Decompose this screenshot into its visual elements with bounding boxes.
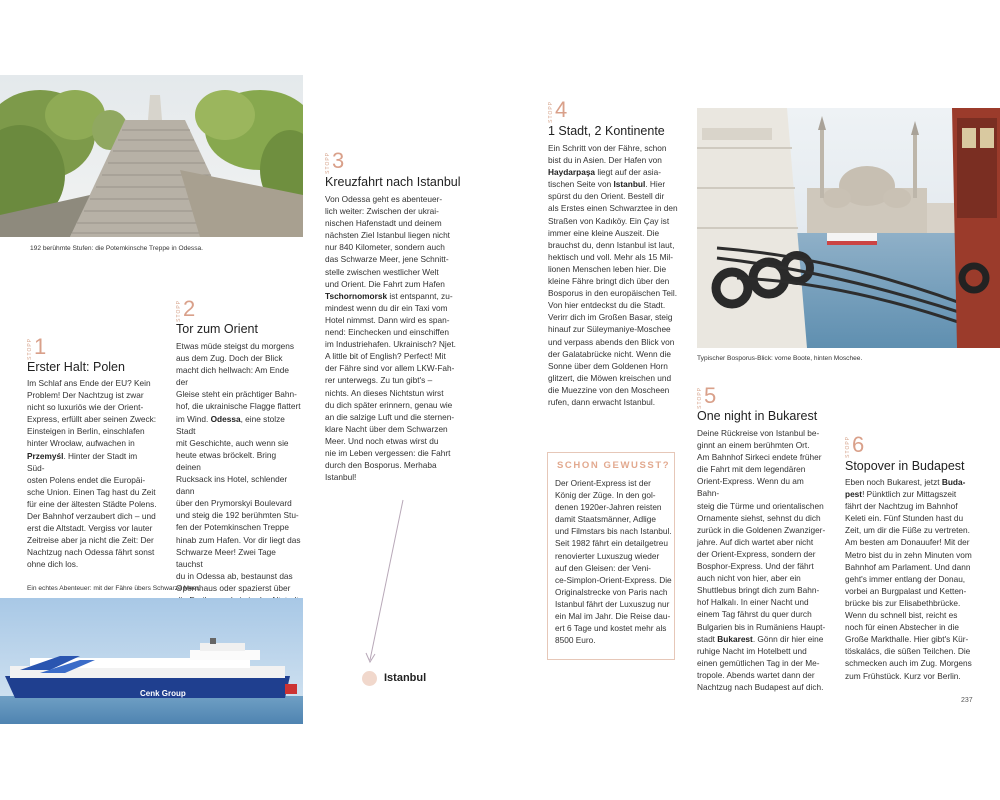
stop-5-marker: [697, 383, 716, 409]
map-dot-icon: [362, 671, 377, 686]
stop-4-marker: [548, 97, 567, 123]
stop-2-text: Etwas müde steigst du morgens aus dem Zug. Doch der Blick macht dich hellwach: Am Ende der Gleise steht ein prächtiger Bahn- hof, die ukrainische Flagge flattert im Wind. Odessa, eine stolze Stadt mit Geschichte, auch wenn sie heute etwas bröckelt. Bring deinen Rucksack ins Hotel, schlender dann über den Prymorskyi Boulevard und steig die 192 berühmten Stu- fen der Potemkinschen Treppe hinab zum Hafen. Vor dir liegt das Schwarze Meer! Zwei Tage tauchst du in Odessa ab, bestaunst das Opernhaus oder spazierst über: [176, 341, 301, 593]
stop-number: 6: [852, 432, 865, 457]
stop-label: STOPP: [845, 436, 851, 458]
page-number: 237: [961, 697, 973, 704]
stop-2-marker: [176, 296, 195, 322]
stop-1-marker: [27, 334, 46, 360]
info-box-text: Der Orient-Express ist der König der Züge. In den gol- denen 1920er-Jahren reisten damit Staatsmänner, Adlige und Filmstars bis nach Istanbul. Seit 1982 fährt ein detailgetreu renovierter Luxuszug wieder auf den Gleisen: der Veni- ce-Simplon-Orient-Express. Die Originalstrecke von Paris nach Istanbul fährt der Luxuszug nur ein Mal im Jahr. Die Reise dau- ert 6 Tage und kostet mehr als 8500 Euro.: [555, 478, 672, 646]
stop-5-text: Deine Rückreise von Istanbul be- ginnt an einem berühmten Ort. Am Bahnhof Sirkeci endete früher die Fahrt mit dem legendären Orient-Express. Wenn du am Bahn- steig die Türme und orientalischen Ornamente siehst, sehnst du dich zurück in die Goldenen Zwanziger- jahre. Auf dich wartet aber nicht der Orient-Express, sondern der Bosphor-Express. Und der fährt auch nicht von hier, aber ein Shuttlebus bringt dich zum Bahn- hof Halkalı. In einer Nacht und einem Tag fährst du quer durch Bulgarien bis in Rumäniens Haupt- stadt Bukarest. Gönn dir hier eine ruhige Nacht im Hotelbett und einen gemütlichen Tag in der Me- tropole. Abends wartet dann der Nachtzug nach Budapest auf dich.: [697, 428, 826, 692]
map-label-istanbul: Istanbul: [384, 672, 427, 684]
stop-3-marker: [325, 148, 344, 174]
caption-ferry: Ein echtes Abenteuer: mit der Fähre übers Schwarze Meer.: [27, 585, 200, 592]
stop-label: STOPP: [176, 300, 182, 322]
stop-label: STOPP: [697, 387, 703, 409]
photo-ferry: [0, 598, 303, 724]
stop-label: STOPP: [325, 152, 331, 174]
stop-4-title: 1 Stadt, 2 Kontinente: [548, 124, 665, 138]
caption-stairs: 192 berühmte Stufen: die Potemkinsche Treppe in Odessa.: [30, 245, 204, 252]
stop-3-text: Von Odessa geht es abenteuer- lich weiter: Zwischen der ukrai- nischen Hafenstadt und deinem nächsten Ziel Istanbul liegen nicht nur 840 Kilometer, sondern auch das Schwarze Meer, jene Schnitt- stelle zwischen westlicher Welt und Orient. Die Fahrt zum Hafen Tschornomorsk ist entspannt, zu- mindest wenn du dir ein Taxi vom Hotel nimmst. Dann wird es span- nend: Einchecken und einschiffen im Industriehafen. Ukrainisch? Njet. A little bit of English? Perfect! Mit der Fähre sind vor allem LKW-Fah- rer unterwegs. Zu tun gibt's – nichts. An dieses Nichtstun wirst du dich später erinnern, genau wie an die salzige Luft und die sternen- klare Nacht über dem Schwarzen Meer. Und noch etwas wirst du nie im Leben vergessen: die Fahrt durch den Bosporus. Merhaba Istanbul!: [325, 194, 456, 483]
stop-number: 4: [555, 97, 568, 122]
stop-number: 1: [34, 334, 47, 359]
stop-6-title: Stopover in Budapest: [845, 459, 965, 473]
stop-4-text: Ein Schritt von der Fähre, schon bist du in Asien. Der Hafen von Haydarpaşa liegt auf der asia- tischen Seite von Istanbul. Hier spürst du den Orient. Bestell dir als Erstes einen Schwarztee in den Straßen von Kadıköy. Ein Çay ist immer eine kleine Auszeit. Die brauchst du, denn Istanbul ist laut, hektisch und voll. Mehr als 15 Mil- lionen Menschen leben hier. Die kleine Fähre bringt dich über den Bosporus in den europäischen Teil. Von hier entdeckst du die Stadt. Verirr dich im Großen Basar, steig hinauf zur Süleymaniye-Moschee und verpass abends den Blick von der Galatabrücke nicht. Wenn die Sonne über dem Goldenen Horn glitzert, die Möwen kreischen und die Muezzine von den Moscheen rufen, dann erwacht Istanbul.: [548, 143, 678, 407]
stop-1-title: Erster Halt: Polen: [27, 360, 125, 374]
stop-6-marker: [845, 432, 864, 458]
stop-2-title: Tor zum Orient: [176, 322, 258, 336]
stop-3-title: Kreuzfahrt nach Istanbul: [325, 175, 461, 189]
photo-potemkin-stairs: [0, 75, 303, 237]
stop-number: 2: [183, 296, 196, 321]
stop-5-title: One night in Bukarest: [697, 409, 818, 423]
info-box-title: SCHON GEWUSST?: [557, 460, 671, 471]
stop-label: STOPP: [27, 338, 33, 360]
stop-number: 3: [332, 148, 345, 173]
ship-name: Cenk Group: [140, 689, 186, 698]
stop-6-text: Eben noch Bukarest, jetzt Buda- pest! Pünktlich zur Mittagszeit fährt der Nachtzug im Bahnhof Keleti ein. Fünf Stunden hast du Zeit, um dir die Füße zu vertreten. Am besten am Donauufer! Mit der Metro bist du in zehn Minuten vom Bahnhof am Parlament. Und dann geht's immer entlang der Donau, vorbei an Burgpalast und Ketten- brücke bis zur Elisabethbrücke. Wenn du schnell bist, reicht es noch für einen Abstecher in die Große Markthalle. Hier gibt's Kür- töskalács, die süßen Teilchen. Die schmecken auch im Zug. Morgens zum Frühstück. Kurz vor Berlin.: [845, 477, 972, 681]
stop-number: 5: [704, 383, 717, 408]
stop-1-text: Im Schlaf ans Ende der EU? Kein Problem! Der Nachtzug ist zwar nicht so luxuriös wie der Orient- Express, erfüllt aber seinen Zweck: Einsteigen in Berlin, einschlafen hinter Wrocław, aufwachen in Przemyśl. Hinter der Stadt im Süd- osten Polens endet die Europäi- sche Union. Einen Tag hast du Zeit für eine der ältesten Städte Polens. Der Bahnhof verzaubert dich – und erst die Altstadt. Vergiss vor lauter Zeitreise aber ja nicht die Zeit: Der Nachtzug nach Odessa fährt sonst ohne dich los.: [27, 378, 157, 570]
stop-label: STOPP: [548, 101, 554, 123]
caption-bosporus: Typischer Bosporus-Blick: vorne Boote, hinten Moschee.: [697, 355, 863, 362]
photo-bosporus: [697, 108, 1000, 348]
route-line: [355, 495, 415, 675]
